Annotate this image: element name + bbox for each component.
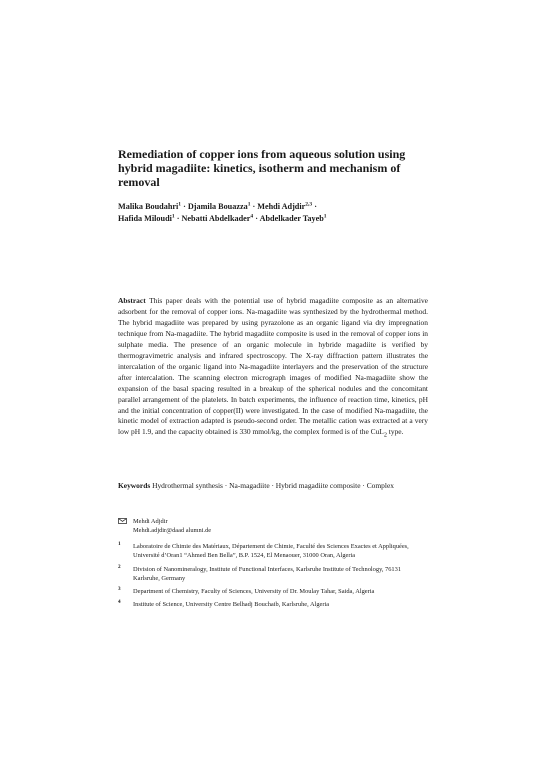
author-list — [118, 201, 438, 225]
affiliation-item — [118, 565, 428, 584]
keywords-text: Hydrothermal synthesis · Na-magadiite · Hybrid magadiite composite · Complex — [152, 481, 394, 490]
corresponding-author — [118, 517, 418, 536]
affiliation-number: 4 — [118, 599, 121, 606]
author-name: Nebatti Abdelkader — [181, 214, 251, 223]
author-affiliation-mark: 1 — [171, 213, 175, 220]
keywords-label: Keywords — [118, 481, 151, 490]
contact-name: Mehdi Adjdir — [133, 518, 168, 525]
abstract-text-end: type. — [386, 427, 404, 437]
affiliation-number: 1 — [118, 541, 121, 547]
affiliation-text: Institute of Science, University Centre Belhadj Bouchaib, Karlsruhe, Algeria — [133, 601, 330, 609]
author-name: Djamila Bouazza — [187, 202, 248, 211]
affiliation-item — [118, 600, 428, 609]
affiliation-item — [118, 542, 428, 561]
author-separator: · — [252, 202, 256, 211]
affiliation-text: Division of Nanomineralogy, Institute of Functional Interfaces, Karlsruhe Institute of Technology, 76131 Karlsruhe, Germany — [133, 565, 402, 582]
affiliation-list — [118, 542, 428, 614]
author-affiliation-mark: 2,3 — [305, 201, 313, 208]
envelope-icon — [118, 518, 127, 524]
abstract-text: This paper deals with the potential use of hybrid magadiite composite as an alternative adsorbent for the removal of copper ions. Na-magadiite was synthesized by the hydrothermal method. The hybrid magadiite was prepared by using pyrazolone as an organic ligand via dry impregnation technique from Na-magadiite. The hybrid magadiite composite is used in the removal of copper ions in sulphate media. The presence of an organic molecule in hybride magadiite is verified by thermogravimetric analysis and infrared spectroscopy. The X-ray diffraction pattern illustrates the intercalation of the organic ligand into Na-magadiite interlayers and the preservation of the structure after intercalation. The scanning electron micrograph images of modified Na-magadiite show the expansion of the basal spacing resulted in a breakup of the spherical nodules and the concomitant parallel arrangement of the platelets. In batch experiments, the influence of reaction time, kinetics, pH and the initial concentration of copper(II) were investigated. In the case of modified Na-magadiite, the kinetic model of extraction adapted is pseudo-second order. The metallic cation was extracted at a very low pH 1.9, and the capacity obtained is 330 mmol/kg, the complex formed is of the CuL — [118, 296, 428, 437]
author-affiliation-mark: 4 — [250, 213, 254, 220]
abstract-label: Abstract — [118, 296, 146, 305]
author-line-1 — [118, 201, 438, 213]
author-affiliation-mark: 1 — [247, 201, 251, 208]
author-separator: · — [183, 202, 186, 211]
affiliation-number: 2 — [118, 563, 121, 570]
affiliation-text: Department of Chemistry, Faculty of Sciences, University of Dr. Moulay Tahar, Saida, Algeria — [133, 588, 375, 596]
paper-title: Remediation of copper ions from aqueous solution using hybrid magadiite: kinetics, isotherm and mechanism of removal — [118, 147, 406, 189]
affiliation-text: Laboratoire de Chimie des Matériaux, Département de Chimie, Faculté des Sciences Exactes et Appliquées, Université d’Oran1 “Ahmed Ben Bella”, B.P. 1524, El Menaouer, 31000 Oran, Algeria — [133, 543, 409, 560]
affiliation-item — [118, 587, 428, 596]
author-name: Mehdi Adjdir — [257, 202, 306, 211]
author-separator: · — [176, 214, 180, 223]
author-name: Malika Boudahri — [118, 202, 179, 211]
affiliation-number: 3 — [118, 586, 121, 593]
author-line-2 — [118, 213, 438, 225]
keywords — [118, 481, 418, 492]
contact-email[interactable]: Mehdi.adjdir@daad alumni.de — [133, 527, 212, 535]
author-separator: · — [314, 202, 317, 211]
author-name: Hafida Miloudi — [118, 214, 172, 223]
formula-subscript: 2 — [383, 431, 387, 439]
abstract — [118, 296, 428, 442]
author-affiliation-mark: 1 — [323, 213, 327, 220]
author-name: Abdelkader Tayeb — [259, 214, 324, 223]
author-affiliation-mark: 1 — [178, 201, 182, 208]
author-separator: · — [255, 214, 258, 223]
